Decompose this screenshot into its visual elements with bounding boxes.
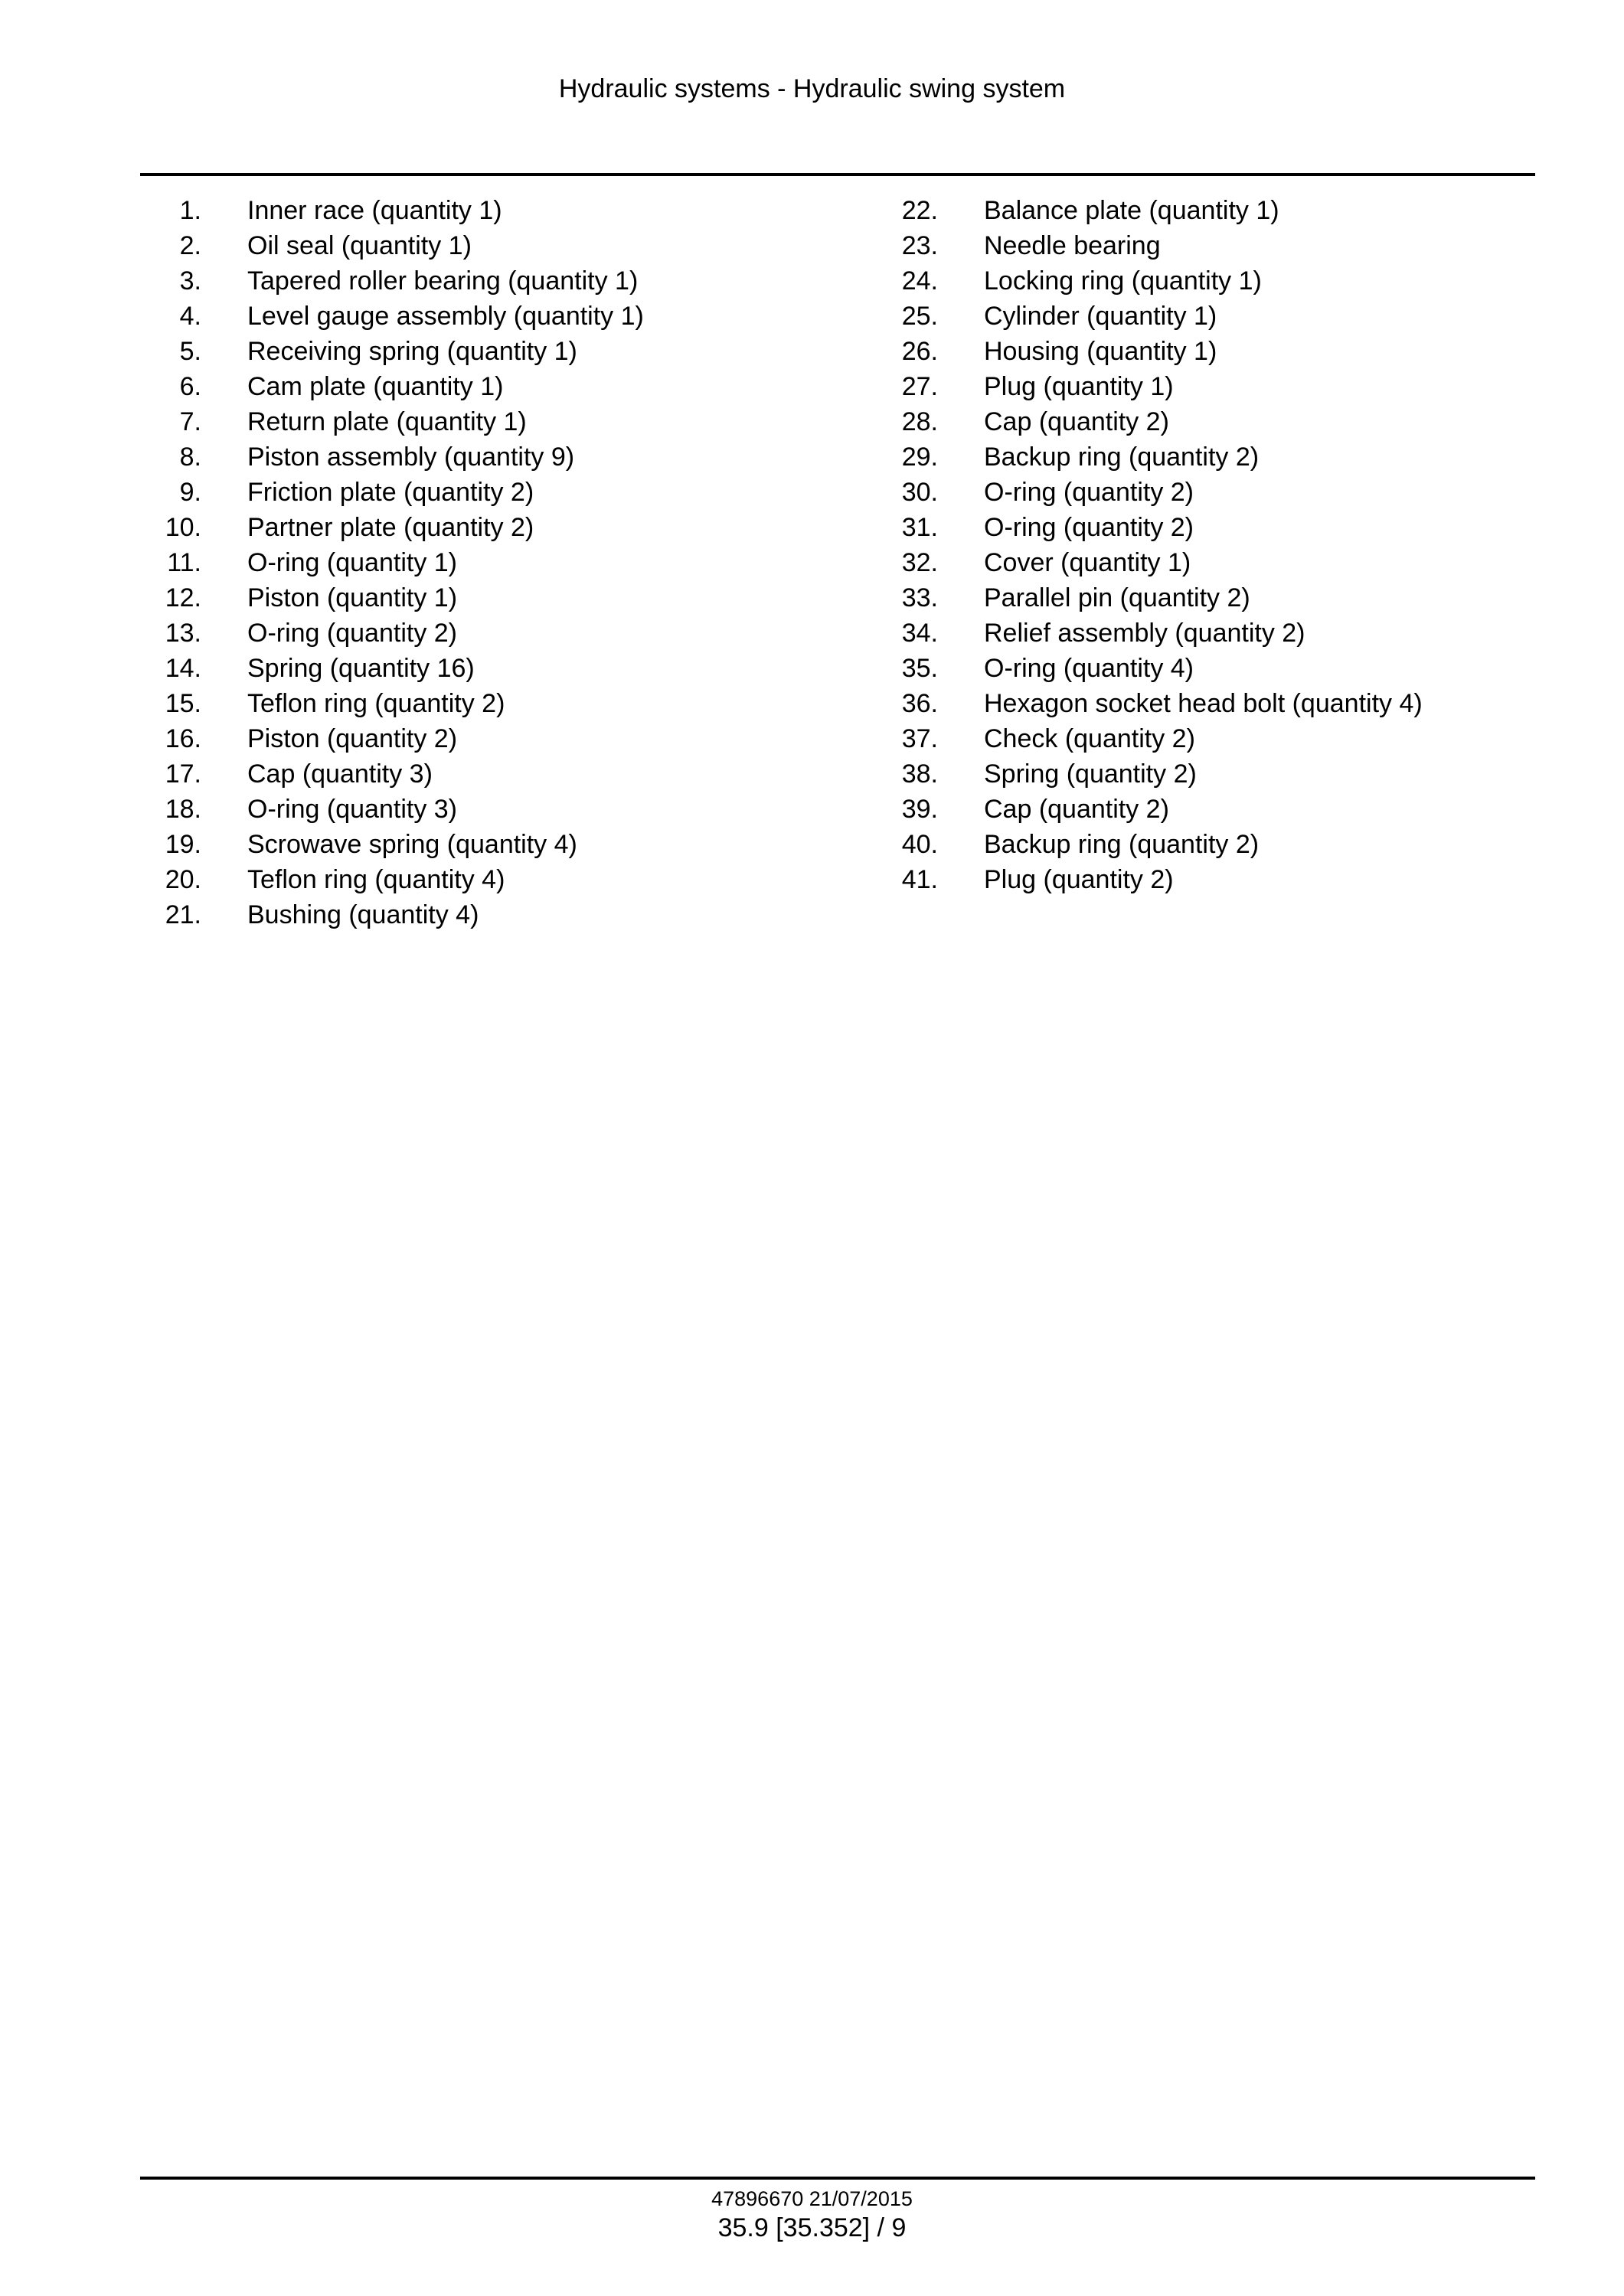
item-description: Backup ring (quantity 2) <box>984 443 1260 472</box>
item-description: Cam plate (quantity 1) <box>247 372 504 401</box>
item-description: Piston (quantity 2) <box>247 724 458 753</box>
item-description: Cap (quantity 2) <box>984 795 1169 824</box>
item-number: 7. <box>179 407 201 436</box>
item-number: 6. <box>179 372 201 401</box>
item-number: 2. <box>179 231 201 260</box>
item-number: 20. <box>165 865 201 894</box>
item-description: Check (quantity 2) <box>984 724 1195 753</box>
item-description: Plug (quantity 2) <box>984 865 1174 894</box>
item-number: 38. <box>901 759 938 789</box>
item-description: Locking ring (quantity 1) <box>984 266 1262 296</box>
item-number: 13. <box>165 619 201 648</box>
item-description: Inner race (quantity 1) <box>247 196 502 225</box>
item-number: 18. <box>165 795 201 824</box>
item-number: 36. <box>901 689 938 718</box>
item-description: Hexagon socket head bolt (quantity 4) <box>984 689 1423 718</box>
item-number: 11. <box>167 548 201 577</box>
item-description: O-ring (quantity 2) <box>984 513 1194 542</box>
item-number: 34. <box>901 619 938 648</box>
item-description: O-ring (quantity 3) <box>247 795 457 824</box>
item-description: Tapered roller bearing (quantity 1) <box>247 266 639 296</box>
item-number: 8. <box>179 443 201 472</box>
item-number: 14. <box>165 654 201 683</box>
item-number: 23. <box>901 231 938 260</box>
item-description: Needle bearing <box>984 231 1161 260</box>
item-number: 27. <box>901 372 938 401</box>
item-number: 17. <box>165 759 201 789</box>
item-description: Cap (quantity 3) <box>247 759 433 789</box>
item-description: Plug (quantity 1) <box>984 372 1174 401</box>
item-number: 9. <box>179 478 201 507</box>
item-number: 41. <box>901 865 938 894</box>
item-description: Housing (quantity 1) <box>984 337 1217 366</box>
item-description: O-ring (quantity 2) <box>984 478 1194 507</box>
item-number: 25. <box>901 302 938 331</box>
item-number: 21. <box>165 900 201 929</box>
item-number: 32. <box>901 548 938 577</box>
item-description: O-ring (quantity 2) <box>247 619 457 648</box>
item-number: 31. <box>901 513 938 542</box>
footer-divider <box>140 2177 1535 2180</box>
item-description: Friction plate (quantity 2) <box>247 478 534 507</box>
item-number: 10. <box>165 513 201 542</box>
footer-document-reference: 47896670 21/07/2015 <box>711 2187 913 2210</box>
item-description: Level gauge assembly (quantity 1) <box>247 302 644 331</box>
item-description: Piston (quantity 1) <box>247 583 458 612</box>
item-description: O-ring (quantity 1) <box>247 548 457 577</box>
item-number: 22. <box>901 196 938 225</box>
item-description: Cap (quantity 2) <box>984 407 1169 436</box>
item-description: O-ring (quantity 4) <box>984 654 1194 683</box>
item-description: Receiving spring (quantity 1) <box>247 337 577 366</box>
item-description: Teflon ring (quantity 4) <box>247 865 505 894</box>
item-number: 1. <box>179 196 201 225</box>
item-number: 12. <box>165 583 201 612</box>
item-number: 24. <box>901 266 938 296</box>
item-number: 30. <box>901 478 938 507</box>
item-description: Partner plate (quantity 2) <box>247 513 534 542</box>
item-number: 39. <box>901 795 938 824</box>
item-number: 19. <box>165 830 201 859</box>
footer-page-number: 35.9 [35.352] / 9 <box>717 2213 907 2242</box>
item-number: 37. <box>901 724 938 753</box>
item-description: Parallel pin (quantity 2) <box>984 583 1250 612</box>
item-description: Oil seal (quantity 1) <box>247 231 472 260</box>
item-description: Balance plate (quantity 1) <box>984 196 1279 225</box>
item-number: 4. <box>179 302 201 331</box>
item-description: Relief assembly (quantity 2) <box>984 619 1305 648</box>
item-description: Teflon ring (quantity 2) <box>247 689 505 718</box>
item-description: Cylinder (quantity 1) <box>984 302 1217 331</box>
item-description: Return plate (quantity 1) <box>247 407 527 436</box>
item-number: 5. <box>179 337 201 366</box>
item-number: 26. <box>901 337 938 366</box>
item-description: Backup ring (quantity 2) <box>984 830 1260 859</box>
item-description: Scrowave spring (quantity 4) <box>247 830 577 859</box>
item-number: 29. <box>901 443 938 472</box>
item-description: Spring (quantity 2) <box>984 759 1197 789</box>
item-number: 33. <box>901 583 938 612</box>
page-header-title: Hydraulic systems - Hydraulic swing system <box>558 74 1066 103</box>
item-description: Spring (quantity 16) <box>247 654 475 683</box>
item-number: 15. <box>165 689 201 718</box>
item-description: Bushing (quantity 4) <box>247 900 479 929</box>
item-number: 35. <box>901 654 938 683</box>
header-divider <box>140 173 1535 176</box>
item-description: Cover (quantity 1) <box>984 548 1191 577</box>
item-number: 28. <box>901 407 938 436</box>
item-number: 40. <box>901 830 938 859</box>
item-description: Piston assembly (quantity 9) <box>247 443 575 472</box>
item-number: 3. <box>179 266 201 296</box>
item-number: 16. <box>165 724 201 753</box>
